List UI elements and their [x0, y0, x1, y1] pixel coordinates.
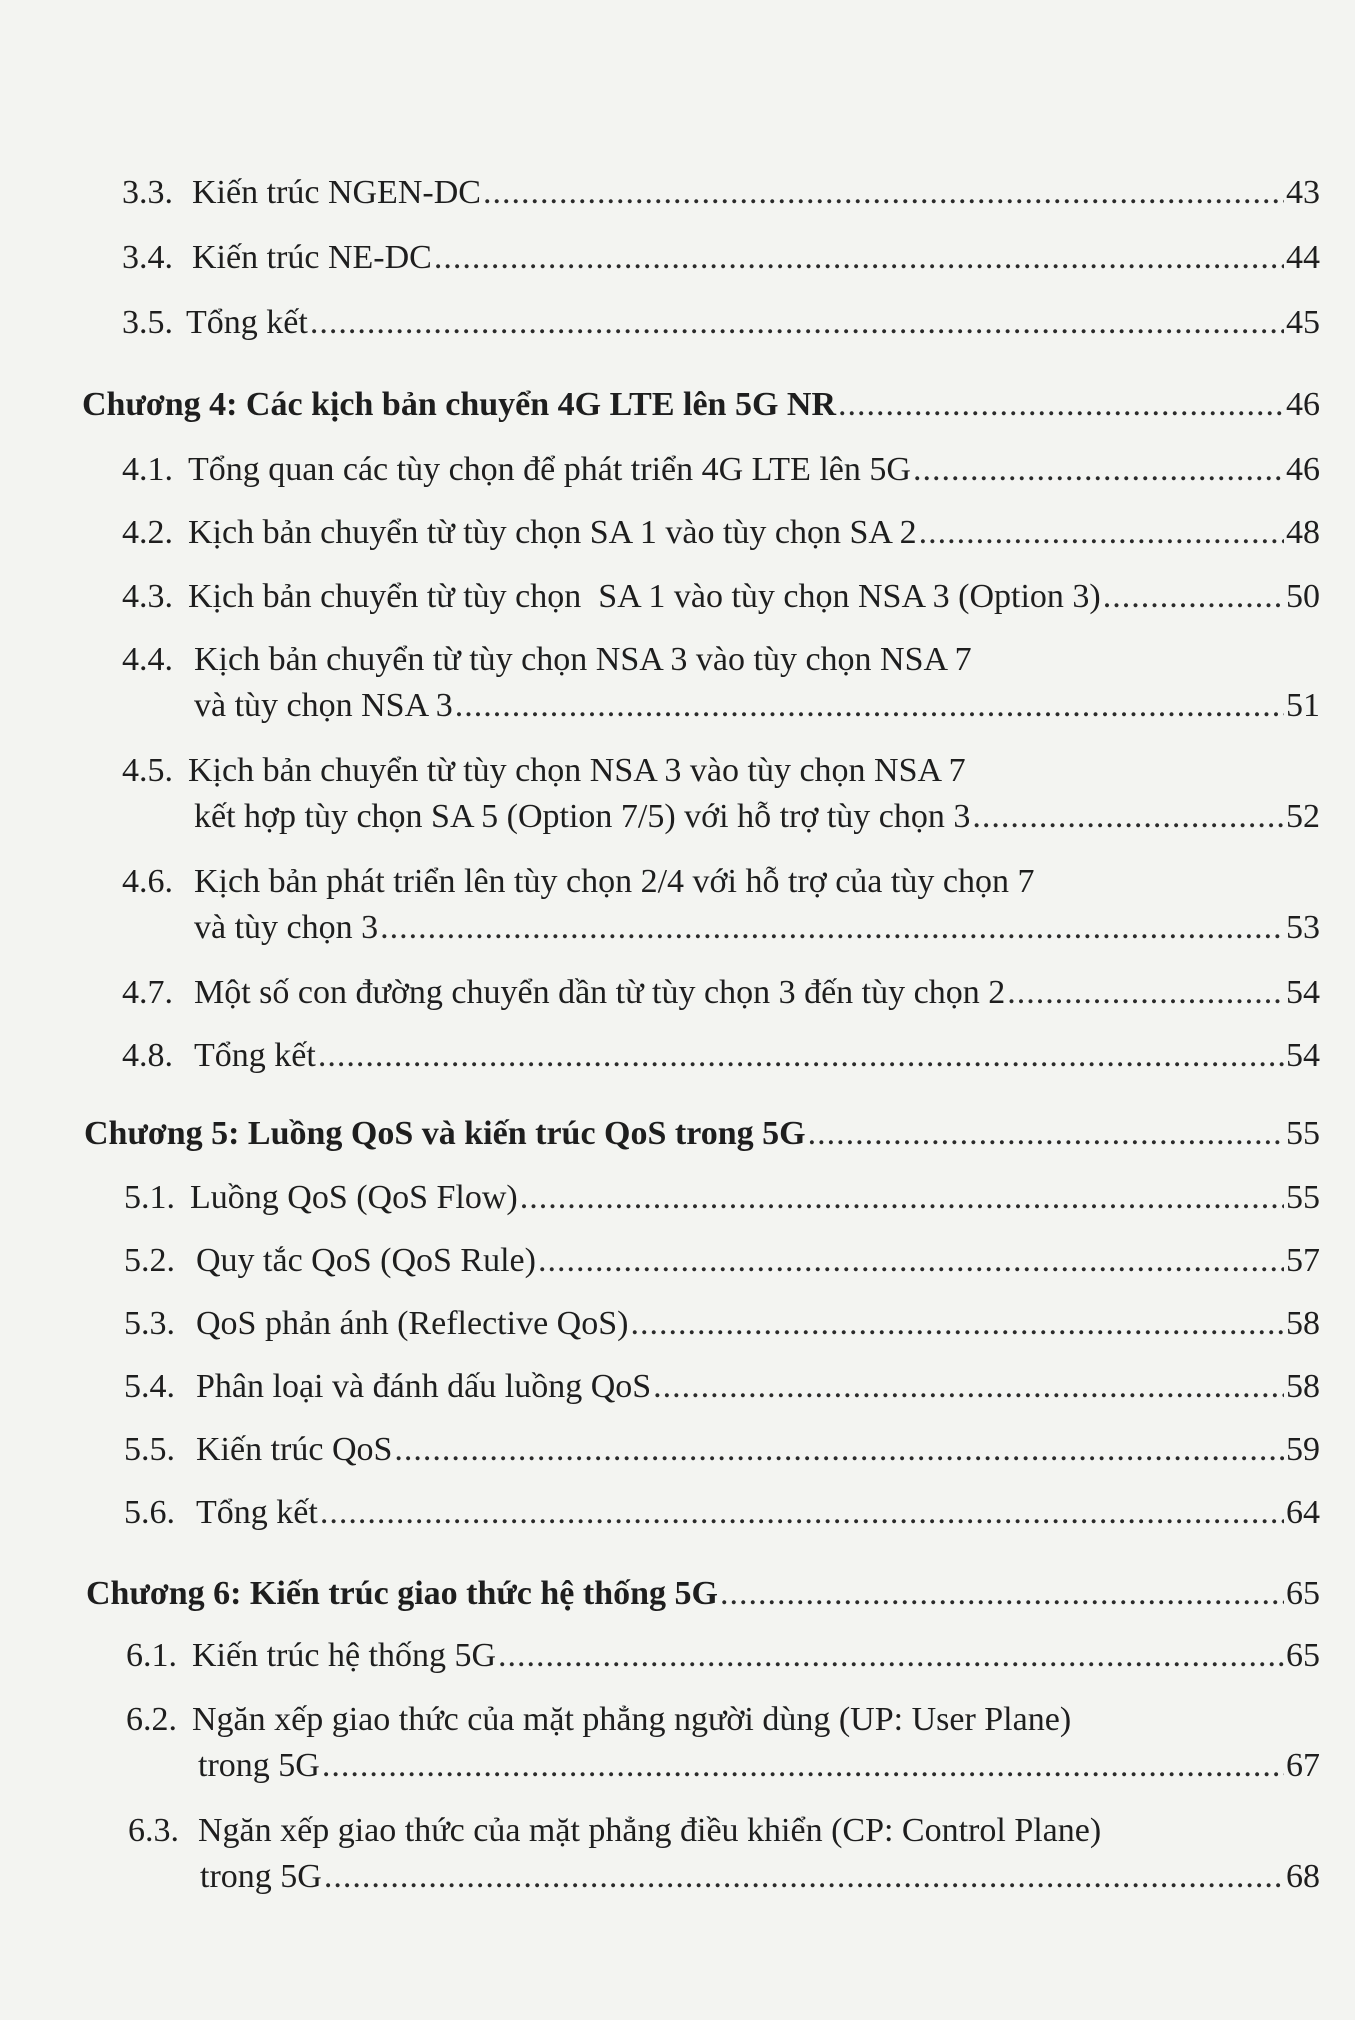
entry-number: 4.2.: [122, 514, 173, 551]
entry-page-number: 68: [1286, 1858, 1320, 1895]
entry-page-number: 54: [1286, 1037, 1320, 1074]
entry-title: Tổng kết: [186, 304, 308, 341]
entry-page-number: 45: [1286, 304, 1320, 341]
entry-number: 4.5.: [122, 752, 173, 789]
entry-number: 6.2.: [126, 1701, 177, 1738]
entry-title: Luồng QoS (QoS Flow): [190, 1179, 518, 1216]
entry-number: 5.6.: [124, 1494, 175, 1531]
entry-number: 4.3.: [122, 578, 173, 615]
entry-title-continued: và tùy chọn 3: [194, 909, 379, 946]
toc-entry-4-4[interactable]: [0, 637, 1320, 729]
entry-page-number: 44: [1286, 239, 1320, 276]
toc-entry-6-1[interactable]: [0, 1633, 1320, 1679]
dot-leader: [434, 235, 1284, 281]
entry-number: 3.5.: [122, 304, 173, 341]
entry-number: 4.8.: [122, 1037, 173, 1074]
toc-entry-3-3[interactable]: [0, 170, 1320, 216]
entry-number: 4.7.: [122, 974, 173, 1011]
chapter-title: Chương 4: Các kịch bản chuyển 4G LTE lên 5G NR: [82, 386, 837, 423]
entry-title: Kiến trúc hệ thống 5G: [192, 1637, 497, 1674]
entry-title-continued: và tùy chọn NSA 3: [194, 687, 453, 724]
entry-title: Kịch bản chuyển từ tùy chọn SA 1 vào tùy chọn SA 2: [188, 514, 917, 551]
entry-page-number: 64: [1286, 1494, 1320, 1531]
dot-leader: [1103, 574, 1284, 620]
entry-page-number: 58: [1286, 1305, 1320, 1342]
toc-entry-4-5[interactable]: [0, 748, 1320, 840]
entry-title: Tổng quan các tùy chọn để phát triển 4G LTE lên 5G: [188, 451, 911, 488]
toc-entry-3-5[interactable]: [0, 300, 1320, 346]
entry-page-number: 43: [1286, 174, 1320, 211]
dot-leader: [483, 170, 1284, 216]
dot-leader: [310, 300, 1284, 346]
chapter-title: Chương 6: Kiến trúc giao thức hệ thống 5G: [86, 1575, 718, 1612]
entry-title: Phân loại và đánh dấu luồng QoS: [196, 1368, 652, 1405]
dot-leader: [913, 447, 1284, 493]
chapter-page-number: 55: [1286, 1115, 1320, 1152]
entry-page-number: 52: [1286, 798, 1320, 835]
entry-page-number: 57: [1286, 1242, 1320, 1279]
entry-title: Kiến trúc QoS: [196, 1431, 393, 1468]
entry-number: 6.1.: [126, 1637, 177, 1674]
entry-number: 5.1.: [124, 1179, 175, 1216]
entry-title: Kịch bản chuyển từ tùy chọn NSA 3 vào tùy chọn NSA 7: [194, 641, 972, 678]
entry-number: 5.4.: [124, 1368, 175, 1405]
dot-leader: [324, 1854, 1284, 1900]
entry-page-number: 58: [1286, 1368, 1320, 1405]
entry-number: 5.2.: [124, 1242, 175, 1279]
dot-leader: [520, 1175, 1284, 1221]
entry-title: Một số con đường chuyển dần từ tùy chọn 3 đến tùy chọn 2: [194, 974, 1006, 1011]
entry-title-continued: trong 5G: [200, 1858, 322, 1895]
entry-page-number: 55: [1286, 1179, 1320, 1216]
dot-leader: [318, 1033, 1284, 1079]
chapter-page-number: 46: [1286, 386, 1320, 423]
dot-leader: [653, 1364, 1284, 1410]
toc-entry-5-4[interactable]: [0, 1364, 1320, 1410]
entry-number: 4.1.: [122, 451, 173, 488]
toc-chapter-6[interactable]: [0, 1571, 1320, 1617]
entry-title: QoS phản ánh (Reflective QoS): [196, 1305, 629, 1342]
entry-page-number: 67: [1286, 1747, 1320, 1784]
entry-title-continued: kết hợp tùy chọn SA 5 (Option 7/5) với hỗ trợ tùy chọn 3: [194, 798, 971, 835]
entry-title: Tổng kết: [196, 1494, 318, 1531]
dot-leader: [808, 1111, 1284, 1157]
entry-title: Kiến trúc NE-DC: [192, 239, 432, 276]
dot-leader: [630, 1301, 1284, 1347]
dot-leader: [320, 1490, 1284, 1536]
entry-page-number: 50: [1286, 578, 1320, 615]
dot-leader: [394, 1427, 1284, 1473]
entry-page-number: 65: [1286, 1637, 1320, 1674]
toc-entry-4-3[interactable]: [0, 574, 1320, 620]
dot-leader: [455, 683, 1284, 729]
toc-entry-4-8[interactable]: [0, 1033, 1320, 1079]
toc-entry-5-1[interactable]: [0, 1175, 1320, 1221]
dot-leader: [838, 382, 1284, 428]
entry-title: Tổng kết: [194, 1037, 316, 1074]
toc-entry-4-2[interactable]: [0, 510, 1320, 556]
toc-entry-6-2[interactable]: [0, 1697, 1320, 1789]
toc-chapter-4[interactable]: [0, 382, 1320, 428]
entry-title-continued: trong 5G: [198, 1747, 320, 1784]
entry-page-number: 46: [1286, 451, 1320, 488]
entry-page-number: 54: [1286, 974, 1320, 1011]
entry-title: Kịch bản chuyển từ tùy chọn SA 1 vào tùy chọn NSA 3 (Option 3): [188, 578, 1101, 615]
entry-title: Ngăn xếp giao thức của mặt phẳng điều khiển (CP: Control Plane): [198, 1812, 1102, 1849]
toc-entry-4-7[interactable]: [0, 970, 1320, 1016]
dot-leader: [538, 1238, 1284, 1284]
dot-leader: [380, 905, 1284, 951]
dot-leader: [972, 794, 1284, 840]
dot-leader: [498, 1633, 1284, 1679]
dot-leader: [322, 1743, 1284, 1789]
dot-leader: [919, 510, 1284, 556]
entry-page-number: 48: [1286, 514, 1320, 551]
dot-leader: [1007, 970, 1284, 1016]
toc-entry-5-3[interactable]: [0, 1301, 1320, 1347]
entry-title: Kiến trúc NGEN-DC: [192, 174, 481, 211]
toc-entry-5-2[interactable]: [0, 1238, 1320, 1284]
toc-entry-6-3[interactable]: [0, 1808, 1320, 1900]
toc-entry-5-5[interactable]: [0, 1427, 1320, 1473]
entry-number: 3.4.: [122, 239, 173, 276]
entry-number: 5.3.: [124, 1305, 175, 1342]
toc-chapter-5[interactable]: [0, 1111, 1320, 1157]
toc-entry-5-6[interactable]: [0, 1490, 1320, 1536]
entry-page-number: 51: [1286, 687, 1320, 724]
entry-page-number: 59: [1286, 1431, 1320, 1468]
entry-title: Kịch bản phát triển lên tùy chọn 2/4 với hỗ trợ của tùy chọn 7: [194, 863, 1035, 900]
entry-number: 3.3.: [122, 174, 173, 211]
toc-entry-4-6[interactable]: [0, 859, 1320, 951]
chapter-page-number: 65: [1286, 1575, 1320, 1612]
entry-number: 6.3.: [128, 1812, 179, 1849]
dot-leader: [720, 1571, 1284, 1617]
entry-number: 4.6.: [122, 863, 173, 900]
entry-number: 4.4.: [122, 641, 173, 678]
entry-title: Quy tắc QoS (QoS Rule): [196, 1242, 536, 1279]
entry-number: 5.5.: [124, 1431, 175, 1468]
toc-entry-4-1[interactable]: [0, 447, 1320, 493]
entry-title: Kịch bản chuyển từ tùy chọn NSA 3 vào tùy chọn NSA 7: [188, 752, 966, 789]
toc-entry-3-4[interactable]: [0, 235, 1320, 281]
entry-title: Ngăn xếp giao thức của mặt phẳng người dùng (UP: User Plane): [192, 1701, 1072, 1738]
chapter-title: Chương 5: Luồng QoS và kiến trúc QoS trong 5G: [84, 1115, 806, 1152]
entry-page-number: 53: [1286, 909, 1320, 946]
